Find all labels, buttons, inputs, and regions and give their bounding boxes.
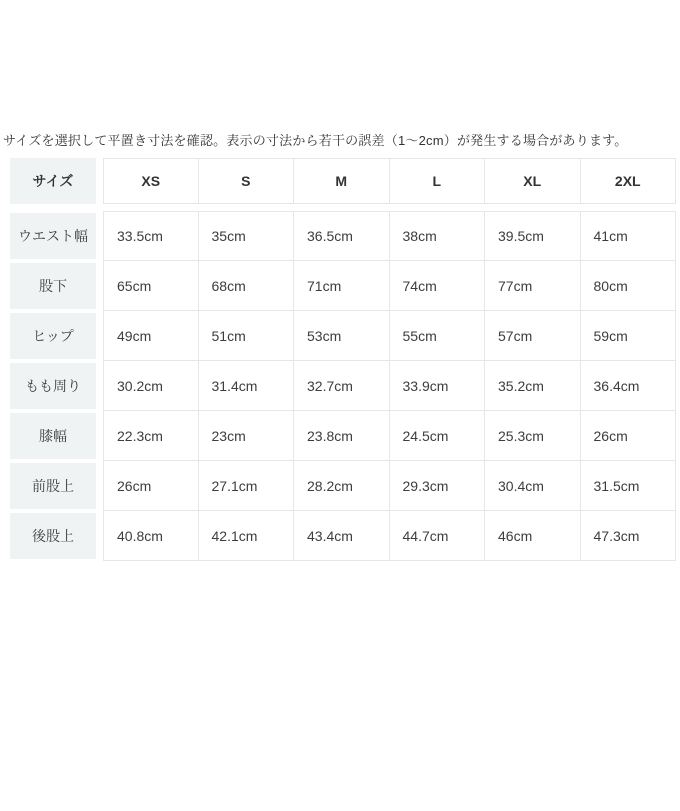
size-value-cell: 36.5cm bbox=[294, 211, 390, 261]
row-values bbox=[103, 461, 676, 511]
size-header-cells bbox=[103, 158, 676, 204]
row-values bbox=[103, 511, 676, 561]
row-label: 膝幅 bbox=[10, 413, 96, 459]
size-value-cell: 26cm bbox=[581, 411, 677, 461]
size-value-cell: 38cm bbox=[390, 211, 486, 261]
size-value-cell: 39.5cm bbox=[485, 211, 581, 261]
size-value-cell: 40.8cm bbox=[103, 511, 199, 561]
table-row bbox=[10, 311, 676, 361]
size-value-cell: 46cm bbox=[485, 511, 581, 561]
size-value-cell: 23cm bbox=[199, 411, 295, 461]
size-value-cell: 33.5cm bbox=[103, 211, 199, 261]
size-value-cell: 30.2cm bbox=[103, 361, 199, 411]
size-value-cell: 24.5cm bbox=[390, 411, 486, 461]
size-value-cell: 53cm bbox=[294, 311, 390, 361]
size-value-cell: 33.9cm bbox=[390, 361, 486, 411]
table-row bbox=[10, 361, 676, 411]
size-value-cell: 47.3cm bbox=[581, 511, 677, 561]
row-values bbox=[103, 361, 676, 411]
size-value-cell: 30.4cm bbox=[485, 461, 581, 511]
table-row bbox=[10, 411, 676, 461]
row-values bbox=[103, 311, 676, 361]
row-label: ウエスト幅 bbox=[10, 213, 96, 259]
row-label: 前股上 bbox=[10, 463, 96, 509]
row-values bbox=[103, 261, 676, 311]
size-value-cell: 42.1cm bbox=[199, 511, 295, 561]
size-value-cell: 49cm bbox=[103, 311, 199, 361]
corner-header-cell: サイズ bbox=[10, 158, 96, 204]
size-value-cell: 43.4cm bbox=[294, 511, 390, 561]
table-row bbox=[10, 211, 676, 261]
size-value-cell: 80cm bbox=[581, 261, 677, 311]
size-value-cell: 59cm bbox=[581, 311, 677, 361]
size-chart-table bbox=[10, 158, 676, 561]
table-row bbox=[10, 461, 676, 511]
size-value-cell: 29.3cm bbox=[390, 461, 486, 511]
size-value-cell: 65cm bbox=[103, 261, 199, 311]
size-value-cell: 32.7cm bbox=[294, 361, 390, 411]
size-header-xl[interactable]: XL bbox=[485, 158, 581, 204]
size-chart-header-row bbox=[10, 158, 676, 204]
size-value-cell: 41cm bbox=[581, 211, 677, 261]
table-row bbox=[10, 511, 676, 561]
size-value-cell: 35cm bbox=[199, 211, 295, 261]
size-value-cell: 35.2cm bbox=[485, 361, 581, 411]
size-value-cell: 51cm bbox=[199, 311, 295, 361]
table-row bbox=[10, 261, 676, 311]
size-header-2xl[interactable]: 2XL bbox=[581, 158, 677, 204]
size-value-cell: 36.4cm bbox=[581, 361, 677, 411]
size-value-cell: 44.7cm bbox=[390, 511, 486, 561]
row-label: ヒップ bbox=[10, 313, 96, 359]
size-chart-note: サイズを選択して平置き寸法を確認。表示の寸法から若干の誤差（1〜2cm）が発生する場合があります。 bbox=[3, 133, 628, 148]
row-label: もも周り bbox=[10, 363, 96, 409]
size-value-cell: 31.5cm bbox=[581, 461, 677, 511]
size-chart-body bbox=[10, 211, 676, 561]
size-value-cell: 31.4cm bbox=[199, 361, 295, 411]
size-value-cell: 57cm bbox=[485, 311, 581, 361]
size-value-cell: 27.1cm bbox=[199, 461, 295, 511]
size-value-cell: 74cm bbox=[390, 261, 486, 311]
size-value-cell: 55cm bbox=[390, 311, 486, 361]
row-label: 股下 bbox=[10, 263, 96, 309]
size-value-cell: 28.2cm bbox=[294, 461, 390, 511]
size-header-m[interactable]: M bbox=[294, 158, 390, 204]
size-value-cell: 25.3cm bbox=[485, 411, 581, 461]
size-value-cell: 23.8cm bbox=[294, 411, 390, 461]
size-header-s[interactable]: S bbox=[199, 158, 295, 204]
row-values bbox=[103, 411, 676, 461]
size-header-xs[interactable]: XS bbox=[103, 158, 199, 204]
row-values bbox=[103, 211, 676, 261]
size-chart-section bbox=[0, 131, 680, 561]
size-value-cell: 22.3cm bbox=[103, 411, 199, 461]
row-label: 後股上 bbox=[10, 513, 96, 559]
size-value-cell: 71cm bbox=[294, 261, 390, 311]
size-value-cell: 77cm bbox=[485, 261, 581, 311]
size-header-l[interactable]: L bbox=[390, 158, 486, 204]
size-value-cell: 68cm bbox=[199, 261, 295, 311]
size-value-cell: 26cm bbox=[103, 461, 199, 511]
